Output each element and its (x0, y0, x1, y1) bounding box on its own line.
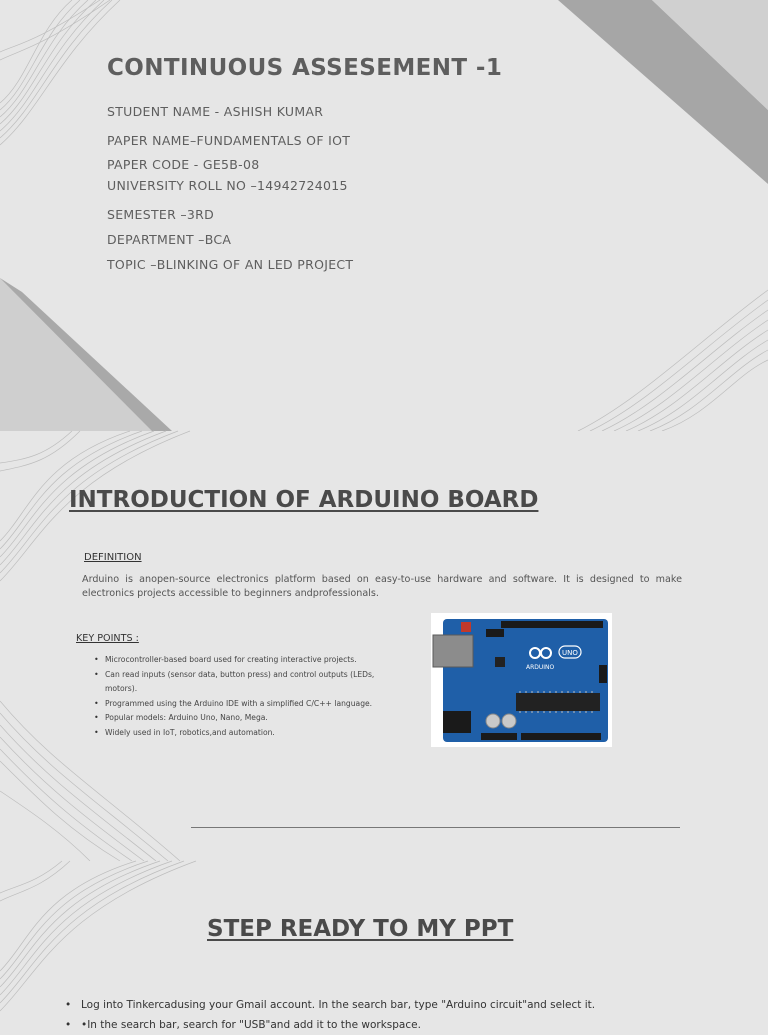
digital-header (501, 621, 603, 628)
board-model-text: UNO (562, 649, 578, 657)
list-item: • Widely used in IoT, robotics,and automation. (92, 726, 382, 741)
slide-steps (0, 861, 768, 1031)
slide-introduction (0, 431, 768, 861)
cover-title: CONTINUOUS ASSESEMENT -1 (107, 55, 503, 81)
student-name: STUDENT NAME - ASHISH KUMAR (107, 104, 324, 119)
list-item: • Microcontroller-based board used for creating interactive projects. (92, 653, 382, 668)
section-title: STEP READY TO MY PPT (207, 916, 514, 942)
microcontroller-chip (516, 693, 600, 711)
definition-label: DEFINITION (84, 552, 142, 563)
topic: TOPIC –BLINKING OF AN LED PROJECT (107, 257, 354, 272)
key-points-label: KEY POINTS : (76, 633, 139, 644)
list-item: • Log into Tinkercadusing your Gmail account. In the search bar, type "Arduino circuit"and select it. (64, 995, 744, 1015)
wave-lines-top-left (0, 0, 120, 145)
power-jack (443, 711, 471, 733)
board-logo-text: ARDUINO (526, 664, 555, 671)
list-item: • Can read inputs (sensor data, button press) and control outputs (LEDs, motors). (92, 668, 382, 697)
paper-name: PAPER NAME–FUNDAMENTALS OF IOT (107, 133, 351, 148)
university-roll-no: UNIVERSITY ROLL NO –14942724015 (107, 178, 348, 193)
definition-text: Arduino is anopen-source electronics platform based on easy-to-use hardware and software. It is designed to make electronics projects accessible to beginners andprofessionals. (82, 574, 682, 599)
semester: SEMESTER –3RD (107, 207, 215, 222)
wave-lines-bottom-right (578, 290, 768, 431)
list-item: • Popular models: Arduino Uno, Nano, Mega. (92, 711, 382, 726)
steps-list (64, 995, 744, 1035)
arduino-board-image (431, 613, 612, 747)
analog-header (521, 733, 601, 740)
key-points-list (92, 653, 382, 740)
slide-cover (0, 0, 768, 431)
list-item: • •In the search bar, search for "USB"and add it to the workspace. (64, 1015, 744, 1035)
usb-port (433, 635, 473, 667)
wave-lines-top-left (0, 861, 196, 1011)
list-item: • Programmed using the Arduino IDE with a simplified C/C++ language. (92, 697, 382, 712)
paper-code: PAPER CODE - GE5B-08 (107, 157, 260, 172)
reset-button (461, 622, 471, 632)
department: DEPARTMENT –BCA (107, 232, 232, 247)
divider-line (191, 827, 680, 828)
section-title: INTRODUCTION OF ARDUINO BOARD (69, 487, 539, 513)
